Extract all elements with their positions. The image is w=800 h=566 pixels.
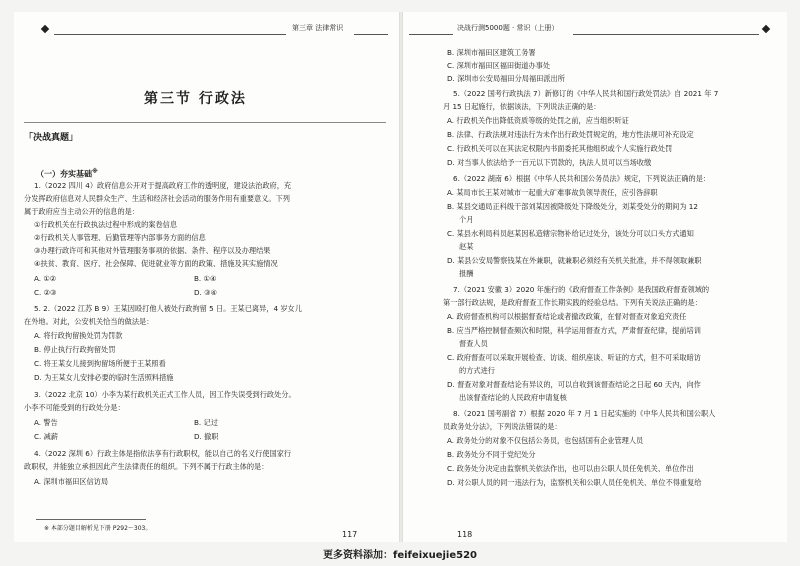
answer-option: C. 某县水利局科员赵某因私造辖宗物补给记过处分，该处分可以口头方式通知 <box>447 229 694 238</box>
question-text: 1.（2022 四川 4）政府信息公开对于提高政府工作的透明度，建设法治政府，充 <box>34 181 292 190</box>
answer-option: A. 某局市长王某对城市一起重大矿难事故负领导责任，应引咎辞职 <box>447 188 658 197</box>
right-page <box>403 12 787 542</box>
answer-option: A. 行政机关作出降低资质等级的处罚之前，应当组织听证 <box>447 116 629 125</box>
header-rule <box>354 34 388 35</box>
diamond-ornament-icon <box>41 25 49 33</box>
footnote-rule <box>36 519 146 520</box>
question-text: 8.（2021 国考副省 7）根据 2020 年 7 月 1 日起实施的《中华人民共和国公职人 <box>453 409 716 418</box>
answer-option: B. 政务处分不同于党纪处分 <box>447 450 536 459</box>
question-text: 月 15 日起施行，依据该法，下列说法正确的是： <box>443 102 601 111</box>
footnote-marker: ※ <box>92 168 98 175</box>
answer-option: A. 深圳市福田区信访局 <box>34 477 109 486</box>
answer-option: B. 应当严格控制督查频次和时限，科学运用督查方式，严肃督查纪律，提前培训 <box>447 326 701 335</box>
answer-option: A. 警告 <box>34 418 58 427</box>
answer-option: C. 行政机关可以在其法定权限内书面委托其他组织或个人实施行政处罚 <box>447 144 673 153</box>
answer-option: 赵某 <box>459 242 474 251</box>
answer-option: 个月 <box>459 215 474 224</box>
question-text: 政职权，并能独立承担因此产生法律责任的组织。下列不属于行政主体的是： <box>24 462 269 471</box>
question-text: 5.（2022 国考行政执法 7）新修订的《中华人民共和国行政处罚法》自 2021 年 7 <box>453 89 719 98</box>
header-rule <box>54 34 286 35</box>
answer-option: D. 为王某女儿安排必要的临时生活照料措施 <box>34 373 174 382</box>
question-text: 员政务处分法》，下列说法错误的是： <box>443 422 562 431</box>
question-text: 3.（2022 北京 10）小李为某行政机关正式工作人员，因工作失误受到行政处分。 <box>34 390 296 399</box>
answer-option: B. 停止执行行政拘留处罚 <box>34 345 116 354</box>
answer-option: D. 深圳市公安局福田分局福田派出所 <box>447 74 565 83</box>
statement-item: ③办理行政许可和其他对外管理服务事项的依据、条件、程序以及办理结果 <box>34 246 271 255</box>
question-text: 第一部行政法规，是政府督查工作长期实践的经验总结。下列有关说法正确的是： <box>443 298 702 307</box>
question-text: 4.（2022 深圳 6）行政主体是指依法享有行政职权，能以自己的名义行使国家行 <box>34 449 292 458</box>
answer-option: B. 法律、行政法规对违法行为未作出行政处罚规定的，地方性法规可补充设定 <box>447 130 694 139</box>
answer-option: A. 将行政拘留换处罚为罚款 <box>34 331 123 340</box>
header-rule <box>409 34 453 35</box>
answer-option: B. 某县交通局正科级干部刘某因被降级处下降级处分，刘某受处分的期间为 12 <box>447 202 698 211</box>
answer-option: A. 政府督查机构可以根据督查结论或者撤改政策，在督对督查对象追究责任 <box>447 312 687 321</box>
statement-item: ②行政机关人事管理、后勤管理等内部事务方面的信息 <box>34 233 206 242</box>
answer-option: C. ②③ <box>34 288 57 297</box>
answer-option: B. 记过 <box>194 418 218 427</box>
answer-option: C. 减薪 <box>34 432 58 441</box>
answer-option: D. 撤职 <box>194 432 219 441</box>
question-text: 在外地。对此，公安机关恰当的做法是： <box>24 317 154 326</box>
question-text: 6.（2022 湖南 6）根据《中华人民共和国公务员法》规定，下列说法正确的是： <box>453 174 711 183</box>
page-number: 118 <box>457 530 473 539</box>
statement-item: ①行政机关在行政执法过程中形成的案卷信息 <box>34 220 178 229</box>
answer-option: C. 将王某女儿接到拘留场所便于王某照看 <box>34 359 166 368</box>
header-rule <box>573 34 759 35</box>
contact-note: 更多资料添加：feifeixuejie520 <box>323 550 477 561</box>
answer-option: D. 对公职人员的同一违法行为，监察机关和公职人员任免机关、单位不得重复给 <box>447 478 702 487</box>
answer-option: A. 政务处分的对象不仅包括公务员，也包括国有企业管理人员 <box>447 436 644 445</box>
question-text: 5. 2.（2022 江苏 B 9）王某因殴打他人被处行政拘留 5 日。王某已离异，4 岁女儿 <box>34 304 302 313</box>
answer-option: D. 督查对象对督查结论有异议的，可以自收到该督查结论之日起 60 天内，向作 <box>447 380 701 389</box>
answer-option: C. 政府督查可以采取开展检查、访谈、组织座谈、听证的方式，但不可采取暗访 <box>447 353 701 362</box>
question-text: 小李不可能受到的行政处分是： <box>24 403 125 412</box>
answer-option: 报酬 <box>459 269 474 278</box>
section-divider <box>24 122 386 123</box>
answer-option: 的方式进行 <box>459 366 495 375</box>
question-text: 7.（2021 安徽 3）2020 年施行的《政府督查工作条例》是我国政府督查领域的 <box>453 285 710 294</box>
book-title-header: 决战行测5000题 · 常识（上册） <box>457 24 559 32</box>
section-tag: 「决战真题」 <box>24 133 79 143</box>
footnote: ※ 本部分题目解析见下册 P292～303。 <box>44 525 152 532</box>
answer-option: C. 政务处分决定由监察机关依法作出，也可以由公职人员任免机关、单位作出 <box>447 464 694 473</box>
subheading: （一）夯实基础※ <box>36 168 98 179</box>
left-page <box>14 12 399 542</box>
diamond-ornament-icon <box>762 25 770 33</box>
answer-option: B. ①④ <box>194 274 217 283</box>
answer-option: 出该督查结论的人民政府申请复核 <box>459 393 567 402</box>
answer-option: C. 深圳市福田区福田街道办事处 <box>447 61 551 70</box>
chapter-header: 第三章 法律常识 <box>292 24 344 32</box>
answer-option: B. 深圳市福田区建筑工务署 <box>447 48 536 57</box>
section-title: 第三节 行政法 <box>144 91 247 107</box>
page-number: 117 <box>342 530 358 539</box>
answer-option: A. ①② <box>34 274 57 283</box>
answer-option: D. ③④ <box>194 288 217 297</box>
question-text: 属于政府应当主动公开的信息的是： <box>24 207 140 216</box>
answer-option: D. 对当事人依法给予一百元以下罚款的，执法人员可以当场收缴 <box>447 158 652 167</box>
answer-option: D. 某县公安局警察钱某在外兼职，就兼职必须经有关机关批准，并不得领取兼职 <box>447 256 702 265</box>
answer-option: 督查人员 <box>459 339 488 348</box>
question-text: 分发挥政府信息对人民群众生产、生活和经济社会活动的服务作用有重要意义。下列 <box>24 194 290 203</box>
statement-item: ④扶贫、教育、医疗、社会保障、促进就业等方面的政策、措施及其实施情况 <box>34 259 278 268</box>
